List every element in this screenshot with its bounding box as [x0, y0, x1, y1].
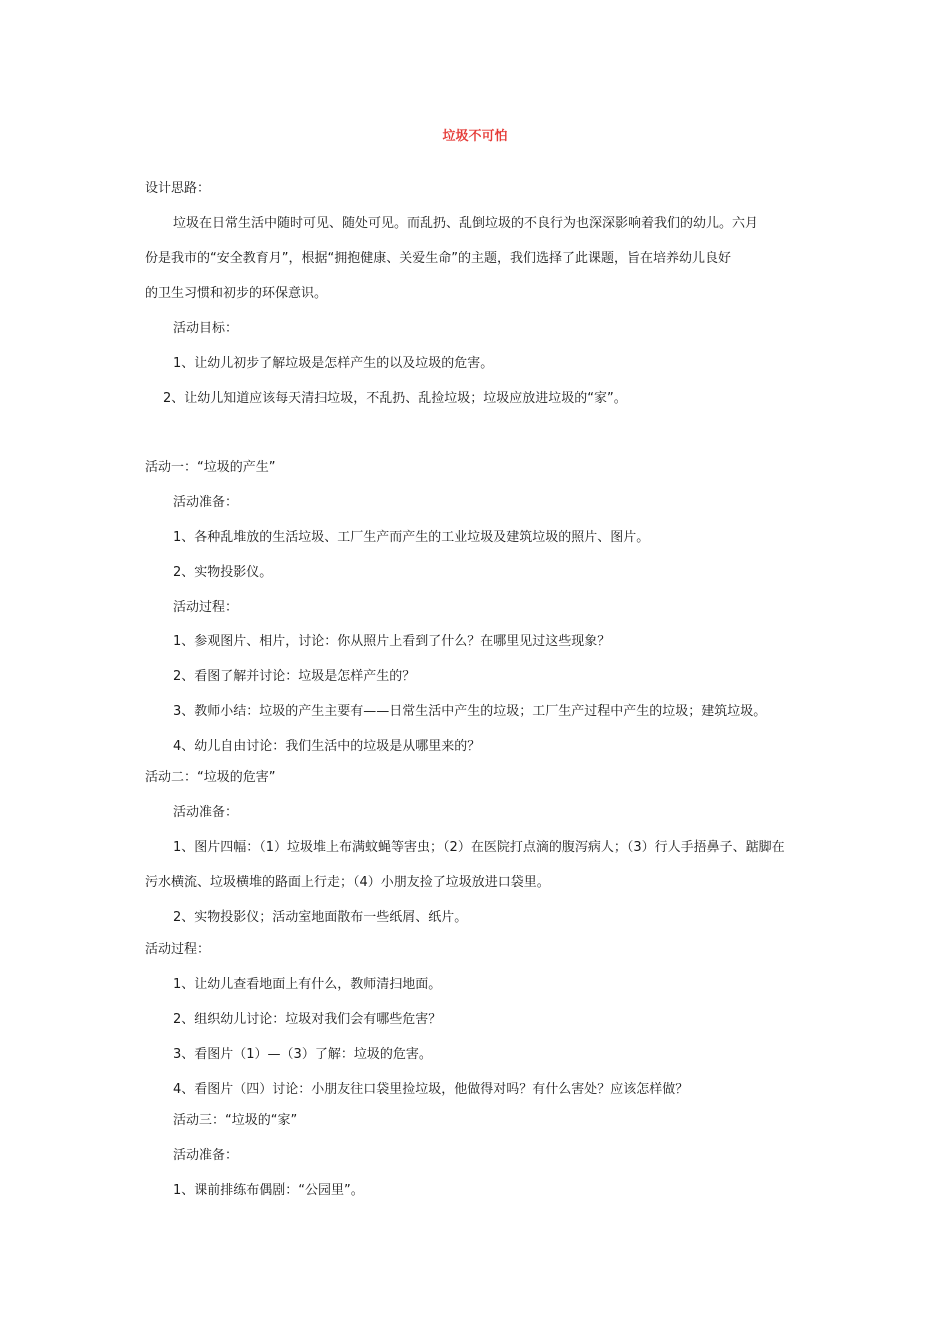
document-title: 垃圾不可怕 [442, 129, 508, 144]
activity2-heading: 活动二：“垃圾的危害” [145, 770, 276, 785]
activity2-process-item-3: 3、看图片（1）—（3）了解：垃圾的危害。 [173, 1047, 432, 1062]
activity1-process-item-1: 1、参观图片、相片，讨论：你从照片上看到了什么？在哪里见过这些现象？ [173, 634, 611, 649]
activity2-process-item-4: 4、看图片（四）讨论：小朋友往口袋里捡垃圾，他做得对吗？有什么害处？应该怎样做？ [173, 1082, 689, 1097]
activity1-process-item-4: 4、幼儿自由讨论：我们生活中的垃圾是从哪里来的？ [173, 739, 481, 754]
goal-item-2: 2、让幼儿知道应该每天清扫垃圾，不乱扔、乱捡垃圾；垃圾应放进垃圾的“家”。 [163, 391, 627, 406]
activity3-prep-item-1: 1、课前排练布偶剧：“公园里”。 [173, 1183, 364, 1198]
design-paragraph-line-2: 份是我市的“安全教育月”，根据“拥抱健康、关爱生命”的主题，我们选择了此课题，旨在培养幼儿良好 [145, 251, 731, 266]
activity2-prep-item-2: 2、实物投影仪；活动室地面散布一些纸屑、纸片。 [173, 910, 468, 925]
activity2-prep-item-1-line-1: 1、图片四幅：（1）垃圾堆上布满蚊蝇等害虫；（2）在医院打点滴的腹泻病人；（3）行人手捂鼻子、踮脚在 [173, 840, 785, 855]
activity1-process-item-3: 3、教师小结：垃圾的产生主要有——日常生活中产生的垃圾；工厂生产过程中产生的垃圾；建筑垃圾。 [173, 704, 767, 719]
activity2-process-heading: 活动过程： [145, 942, 211, 957]
design-paragraph-line-1: 垃圾在日常生活中随时可见、随处可见。而乱扔、乱倒垃圾的不良行为也深深影响着我们的幼儿。六月 [173, 216, 759, 231]
activity1-heading: 活动一：“垃圾的产生” [145, 460, 276, 475]
activity2-prep-item-1-line-2: 污水横流、垃圾横堆的路面上行走；（4）小朋友捡了垃圾放进口袋里。 [145, 875, 550, 890]
activity1-prep-heading: 活动准备： [173, 495, 239, 510]
goal-item-1: 1、让幼儿初步了解垃圾是怎样产生的以及垃圾的危害。 [173, 356, 494, 371]
goals-heading: 活动目标： [173, 321, 239, 336]
design-paragraph-line-3: 的卫生习惯和初步的环保意识。 [145, 286, 328, 301]
activity2-process-item-1: 1、让幼儿查看地面上有什么，教师清扫地面。 [173, 977, 442, 992]
activity3-prep-heading: 活动准备： [173, 1148, 239, 1163]
activity1-prep-item-2: 2、实物投影仪。 [173, 565, 273, 580]
design-heading: 设计思路： [145, 181, 211, 196]
activity1-prep-item-1: 1、各种乱堆放的生活垃圾、工厂生产而产生的工业垃圾及建筑垃圾的照片、图片。 [173, 530, 650, 545]
activity1-process-item-2: 2、看图了解并讨论：垃圾是怎样产生的？ [173, 669, 416, 684]
activity2-process-item-2: 2、组织幼儿讨论：垃圾对我们会有哪些危害？ [173, 1012, 442, 1027]
activity1-process-heading: 活动过程： [173, 600, 239, 615]
activity2-prep-heading: 活动准备： [173, 805, 239, 820]
activity3-heading: 活动三：“垃圾的“家” [173, 1113, 298, 1128]
